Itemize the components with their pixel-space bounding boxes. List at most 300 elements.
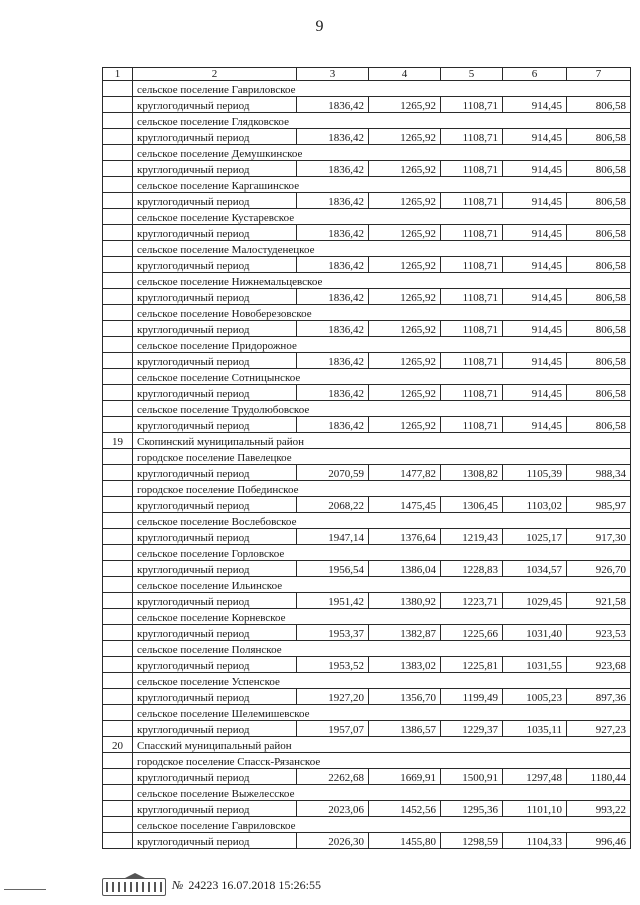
value-cell: 914,45 <box>503 225 567 241</box>
value-cell: 1953,52 <box>297 657 369 673</box>
empty-cell <box>297 145 631 161</box>
value-cell: 1956,54 <box>297 561 369 577</box>
value-cell: 1108,71 <box>441 225 503 241</box>
period-label-cell: круглогодичный период <box>133 593 297 609</box>
settlement-name-cell: сельское поселение Вослебовское <box>133 513 297 529</box>
row-index-cell <box>103 577 133 593</box>
value-cell: 1108,71 <box>441 97 503 113</box>
value-cell: 1108,71 <box>441 353 503 369</box>
settlement-name-cell: сельское поселение Корневское <box>133 609 297 625</box>
value-cell: 1265,92 <box>369 161 441 177</box>
row-index-cell <box>103 209 133 225</box>
row-index-cell <box>103 385 133 401</box>
row-index-cell <box>103 817 133 833</box>
value-cell: 985,97 <box>567 497 631 513</box>
settlement-name-cell: сельское поселение Сотницынское <box>133 369 297 385</box>
row-index-cell <box>103 753 133 769</box>
value-cell: 1103,02 <box>503 497 567 513</box>
row-index-cell <box>103 785 133 801</box>
settlement-name-cell: сельское поселение Успенское <box>133 673 297 689</box>
value-cell: 926,70 <box>567 561 631 577</box>
value-cell: 806,58 <box>567 129 631 145</box>
settlement-name-row <box>103 641 631 657</box>
value-cell: 1452,56 <box>369 801 441 817</box>
row-index-cell <box>103 529 133 545</box>
government-building-stamp-icon <box>102 878 166 896</box>
period-values-row <box>103 417 631 433</box>
value-cell: 1108,71 <box>441 129 503 145</box>
period-label-cell: круглогодичный период <box>133 353 297 369</box>
value-cell: 1383,02 <box>369 657 441 673</box>
value-cell: 1265,92 <box>369 289 441 305</box>
value-cell: 1836,42 <box>297 385 369 401</box>
value-cell: 1356,70 <box>369 689 441 705</box>
row-index-cell <box>103 833 133 849</box>
row-index-cell <box>103 641 133 657</box>
empty-cell <box>297 401 631 417</box>
period-values-row <box>103 801 631 817</box>
registration-number-date: 24223 16.07.2018 15:26:55 <box>188 878 321 892</box>
header-cell: 6 <box>503 68 567 81</box>
value-cell: 1836,42 <box>297 417 369 433</box>
value-cell: 1297,48 <box>503 769 567 785</box>
value-cell: 1219,43 <box>441 529 503 545</box>
value-cell: 1199,49 <box>441 689 503 705</box>
value-cell: 1223,71 <box>441 593 503 609</box>
empty-cell <box>297 81 631 97</box>
table-body <box>103 68 631 849</box>
value-cell: 1295,36 <box>441 801 503 817</box>
value-cell: 1265,92 <box>369 257 441 273</box>
row-index-cell <box>103 193 133 209</box>
value-cell: 1005,23 <box>503 689 567 705</box>
value-cell: 1108,71 <box>441 161 503 177</box>
empty-cell <box>297 577 631 593</box>
empty-cell <box>297 273 631 289</box>
value-cell: 806,58 <box>567 193 631 209</box>
settlement-name-cell: городское поселение Павелецкое <box>133 449 297 465</box>
period-label-cell: круглогодичный период <box>133 721 297 737</box>
period-values-row <box>103 689 631 705</box>
settlement-name-row <box>103 785 631 801</box>
settlement-name-row <box>103 545 631 561</box>
header-cell: 2 <box>133 68 297 81</box>
row-index-cell <box>103 721 133 737</box>
row-index-cell <box>103 161 133 177</box>
row-index-cell <box>103 401 133 417</box>
period-label-cell: круглогодичный период <box>133 417 297 433</box>
empty-cell <box>297 241 631 257</box>
value-cell: 1951,42 <box>297 593 369 609</box>
value-cell: 1108,71 <box>441 193 503 209</box>
empty-cell <box>297 737 631 753</box>
settlement-name-cell: сельское поселение Гавриловское <box>133 817 297 833</box>
period-values-row <box>103 497 631 513</box>
value-cell: 806,58 <box>567 321 631 337</box>
value-cell: 1265,92 <box>369 321 441 337</box>
value-cell: 1101,10 <box>503 801 567 817</box>
row-index-cell <box>103 145 133 161</box>
period-label-cell: круглогодичный период <box>133 769 297 785</box>
row-index-cell <box>103 513 133 529</box>
settlement-name-cell: сельское поселение Кустаревское <box>133 209 297 225</box>
value-cell: 1669,91 <box>369 769 441 785</box>
period-values-row <box>103 721 631 737</box>
value-cell: 1477,82 <box>369 465 441 481</box>
period-label-cell: круглогодичный период <box>133 833 297 849</box>
value-cell: 1035,11 <box>503 721 567 737</box>
value-cell: 1953,37 <box>297 625 369 641</box>
value-cell: 1836,42 <box>297 321 369 337</box>
empty-cell <box>297 433 631 449</box>
row-index-cell: 20 <box>103 737 133 753</box>
value-cell: 914,45 <box>503 353 567 369</box>
period-values-row <box>103 593 631 609</box>
empty-cell <box>297 785 631 801</box>
settlement-name-cell: сельское поселение Нижнемальцевское <box>133 273 297 289</box>
row-index-cell <box>103 225 133 241</box>
value-cell: 927,23 <box>567 721 631 737</box>
settlement-name-row <box>103 273 631 289</box>
empty-cell <box>297 369 631 385</box>
period-label-cell: круглогодичный период <box>133 657 297 673</box>
value-cell: 1836,42 <box>297 225 369 241</box>
empty-cell <box>297 305 631 321</box>
row-index-cell <box>103 113 133 129</box>
row-index-cell <box>103 657 133 673</box>
value-cell: 1475,45 <box>369 497 441 513</box>
settlement-name-cell: сельское поселение Глядковское <box>133 113 297 129</box>
value-cell: 1836,42 <box>297 353 369 369</box>
value-cell: 1380,92 <box>369 593 441 609</box>
empty-cell <box>297 449 631 465</box>
value-cell: 914,45 <box>503 385 567 401</box>
settlement-name-row <box>103 481 631 497</box>
settlement-name-cell: сельское поселение Придорожное <box>133 337 297 353</box>
empty-cell <box>297 513 631 529</box>
value-cell: 806,58 <box>567 417 631 433</box>
row-index-cell <box>103 257 133 273</box>
period-values-row <box>103 225 631 241</box>
settlement-name-row <box>103 449 631 465</box>
settlement-name-row <box>103 81 631 97</box>
empty-cell <box>297 177 631 193</box>
period-label-cell: круглогодичный период <box>133 625 297 641</box>
value-cell: 2262,68 <box>297 769 369 785</box>
value-cell: 1265,92 <box>369 129 441 145</box>
row-index-cell <box>103 289 133 305</box>
value-cell: 917,30 <box>567 529 631 545</box>
value-cell: 2026,30 <box>297 833 369 849</box>
settlement-name-cell: сельское поселение Выжелесское <box>133 785 297 801</box>
period-label-cell: круглогодичный период <box>133 689 297 705</box>
row-index-cell <box>103 417 133 433</box>
value-cell: 914,45 <box>503 321 567 337</box>
value-cell: 1500,91 <box>441 769 503 785</box>
value-cell: 1108,71 <box>441 385 503 401</box>
value-cell: 897,36 <box>567 689 631 705</box>
value-cell: 1298,59 <box>441 833 503 849</box>
value-cell: 914,45 <box>503 193 567 209</box>
settlement-name-row <box>103 737 631 753</box>
value-cell: 914,45 <box>503 97 567 113</box>
settlement-name-cell: сельское поселение Малостуденецкое <box>133 241 297 257</box>
row-index-cell <box>103 593 133 609</box>
value-cell: 1265,92 <box>369 353 441 369</box>
value-cell: 1308,82 <box>441 465 503 481</box>
row-index-cell <box>103 369 133 385</box>
period-values-row <box>103 561 631 577</box>
period-values-row <box>103 833 631 849</box>
value-cell: 1108,71 <box>441 289 503 305</box>
period-label-cell: круглогодичный период <box>133 129 297 145</box>
settlement-name-cell: сельское поселение Демушкинское <box>133 145 297 161</box>
settlement-name-row <box>103 513 631 529</box>
empty-cell <box>297 705 631 721</box>
period-label-cell: круглогодичный период <box>133 161 297 177</box>
settlement-name-cell: сельское поселение Горловское <box>133 545 297 561</box>
header-cell: 7 <box>567 68 631 81</box>
value-cell: 1836,42 <box>297 257 369 273</box>
value-cell: 914,45 <box>503 129 567 145</box>
empty-cell <box>297 113 631 129</box>
value-cell: 1376,64 <box>369 529 441 545</box>
row-index-cell <box>103 449 133 465</box>
page-footer <box>0 872 640 902</box>
settlement-name-row <box>103 401 631 417</box>
settlement-name-cell: сельское поселение Каргашинское <box>133 177 297 193</box>
value-cell: 806,58 <box>567 385 631 401</box>
row-index-cell <box>103 561 133 577</box>
row-index-cell <box>103 129 133 145</box>
value-cell: 1836,42 <box>297 97 369 113</box>
period-label-cell: круглогодичный период <box>133 465 297 481</box>
period-label-cell: круглогодичный период <box>133 193 297 209</box>
settlement-name-cell: сельское поселение Новоберезовское <box>133 305 297 321</box>
period-values-row <box>103 161 631 177</box>
settlement-name-cell: городское поселение Побединское <box>133 481 297 497</box>
settlement-name-row <box>103 369 631 385</box>
row-index-cell <box>103 625 133 641</box>
value-cell: 2070,59 <box>297 465 369 481</box>
row-index-cell <box>103 497 133 513</box>
value-cell: 1386,57 <box>369 721 441 737</box>
settlement-name-row <box>103 209 631 225</box>
value-cell: 1108,71 <box>441 257 503 273</box>
period-label-cell: круглогодичный период <box>133 257 297 273</box>
settlement-name-cell: Спасский муниципальный район <box>133 737 297 753</box>
row-index-cell <box>103 481 133 497</box>
period-label-cell: круглогодичный период <box>133 385 297 401</box>
empty-cell <box>297 337 631 353</box>
settlement-name-row <box>103 609 631 625</box>
empty-cell <box>297 641 631 657</box>
settlement-name-row <box>103 113 631 129</box>
value-cell: 1265,92 <box>369 225 441 241</box>
settlement-name-cell: сельское поселение Ильинское <box>133 577 297 593</box>
value-cell: 914,45 <box>503 257 567 273</box>
period-values-row <box>103 321 631 337</box>
row-index-cell <box>103 97 133 113</box>
row-index-cell <box>103 81 133 97</box>
empty-cell <box>297 673 631 689</box>
value-cell: 1306,45 <box>441 497 503 513</box>
row-index-cell <box>103 705 133 721</box>
row-index-cell <box>103 609 133 625</box>
tariff-table <box>102 67 631 849</box>
value-cell: 1108,71 <box>441 321 503 337</box>
settlement-name-row <box>103 705 631 721</box>
row-index-cell <box>103 465 133 481</box>
period-label-cell: круглогодичный период <box>133 561 297 577</box>
settlement-name-row <box>103 817 631 833</box>
period-values-row <box>103 289 631 305</box>
period-label-cell: круглогодичный период <box>133 97 297 113</box>
value-cell: 996,46 <box>567 833 631 849</box>
empty-cell <box>297 545 631 561</box>
period-values-row <box>103 353 631 369</box>
value-cell: 1225,66 <box>441 625 503 641</box>
row-index-cell <box>103 545 133 561</box>
value-cell: 806,58 <box>567 257 631 273</box>
value-cell: 914,45 <box>503 161 567 177</box>
footer-divider <box>4 889 46 890</box>
settlement-name-row <box>103 577 631 593</box>
value-cell: 806,58 <box>567 353 631 369</box>
row-index-cell <box>103 273 133 289</box>
value-cell: 1957,07 <box>297 721 369 737</box>
row-index-cell <box>103 241 133 257</box>
value-cell: 1105,39 <box>503 465 567 481</box>
registration-info <box>172 878 321 893</box>
period-values-row <box>103 97 631 113</box>
value-cell: 1229,37 <box>441 721 503 737</box>
value-cell: 1265,92 <box>369 417 441 433</box>
value-cell: 806,58 <box>567 225 631 241</box>
value-cell: 914,45 <box>503 289 567 305</box>
row-index-cell <box>103 769 133 785</box>
value-cell: 1455,80 <box>369 833 441 849</box>
settlement-name-row <box>103 145 631 161</box>
value-cell: 1836,42 <box>297 129 369 145</box>
value-cell: 1225,81 <box>441 657 503 673</box>
row-index-cell <box>103 673 133 689</box>
page-number: 9 <box>315 18 325 35</box>
table-header-row <box>103 68 631 81</box>
row-index-cell <box>103 353 133 369</box>
period-label-cell: круглогодичный период <box>133 225 297 241</box>
period-values-row <box>103 657 631 673</box>
period-label-cell: круглогодичный период <box>133 289 297 305</box>
value-cell: 921,58 <box>567 593 631 609</box>
value-cell: 1386,04 <box>369 561 441 577</box>
value-cell: 1180,44 <box>567 769 631 785</box>
row-index-cell <box>103 321 133 337</box>
value-cell: 1265,92 <box>369 193 441 209</box>
period-values-row <box>103 129 631 145</box>
value-cell: 1265,92 <box>369 97 441 113</box>
period-values-row <box>103 625 631 641</box>
settlement-name-cell: сельское поселение Полянское <box>133 641 297 657</box>
value-cell: 1947,14 <box>297 529 369 545</box>
value-cell: 1265,92 <box>369 385 441 401</box>
empty-cell <box>297 209 631 225</box>
value-cell: 1031,55 <box>503 657 567 673</box>
period-values-row <box>103 193 631 209</box>
value-cell: 1836,42 <box>297 289 369 305</box>
period-label-cell: круглогодичный период <box>133 321 297 337</box>
row-index-cell <box>103 689 133 705</box>
period-label-cell: круглогодичный период <box>133 497 297 513</box>
value-cell: 1034,57 <box>503 561 567 577</box>
value-cell: 1382,87 <box>369 625 441 641</box>
value-cell: 2023,06 <box>297 801 369 817</box>
row-index-cell: 19 <box>103 433 133 449</box>
value-cell: 806,58 <box>567 161 631 177</box>
settlement-name-row <box>103 241 631 257</box>
value-cell: 988,34 <box>567 465 631 481</box>
value-cell: 1031,40 <box>503 625 567 641</box>
row-index-cell <box>103 337 133 353</box>
value-cell: 1927,20 <box>297 689 369 705</box>
row-index-cell <box>103 305 133 321</box>
settlement-name-row <box>103 337 631 353</box>
settlement-name-cell: сельское поселение Шелемишевское <box>133 705 297 721</box>
value-cell: 2068,22 <box>297 497 369 513</box>
settlement-name-row <box>103 177 631 193</box>
period-values-row <box>103 257 631 273</box>
value-cell: 923,53 <box>567 625 631 641</box>
settlement-name-row <box>103 673 631 689</box>
value-cell: 914,45 <box>503 417 567 433</box>
settlement-name-row <box>103 433 631 449</box>
value-cell: 1228,83 <box>441 561 503 577</box>
settlement-name-row <box>103 753 631 769</box>
value-cell: 923,68 <box>567 657 631 673</box>
header-cell: 1 <box>103 68 133 81</box>
value-cell: 1104,33 <box>503 833 567 849</box>
header-cell: 4 <box>369 68 441 81</box>
period-values-row <box>103 385 631 401</box>
empty-cell <box>297 481 631 497</box>
period-values-row <box>103 769 631 785</box>
row-index-cell <box>103 177 133 193</box>
settlement-name-cell: сельское поселение Трудолюбовское <box>133 401 297 417</box>
value-cell: 806,58 <box>567 289 631 305</box>
empty-cell <box>297 753 631 769</box>
value-cell: 1836,42 <box>297 161 369 177</box>
row-index-cell <box>103 801 133 817</box>
value-cell: 1029,45 <box>503 593 567 609</box>
settlement-name-cell: городское поселение Спасск-Рязанское <box>133 753 297 769</box>
empty-cell <box>297 817 631 833</box>
period-label-cell: круглогодичный период <box>133 801 297 817</box>
period-values-row <box>103 529 631 545</box>
settlement-name-row <box>103 305 631 321</box>
period-values-row <box>103 465 631 481</box>
value-cell: 1836,42 <box>297 193 369 209</box>
value-cell: 1025,17 <box>503 529 567 545</box>
settlement-name-cell: сельское поселение Гавриловское <box>133 81 297 97</box>
settlement-name-cell: Скопинский муниципальный район <box>133 433 297 449</box>
value-cell: 1108,71 <box>441 417 503 433</box>
period-label-cell: круглогодичный период <box>133 529 297 545</box>
number-sign: № <box>172 878 184 892</box>
header-cell: 3 <box>297 68 369 81</box>
value-cell: 993,22 <box>567 801 631 817</box>
empty-cell <box>297 609 631 625</box>
value-cell: 806,58 <box>567 97 631 113</box>
